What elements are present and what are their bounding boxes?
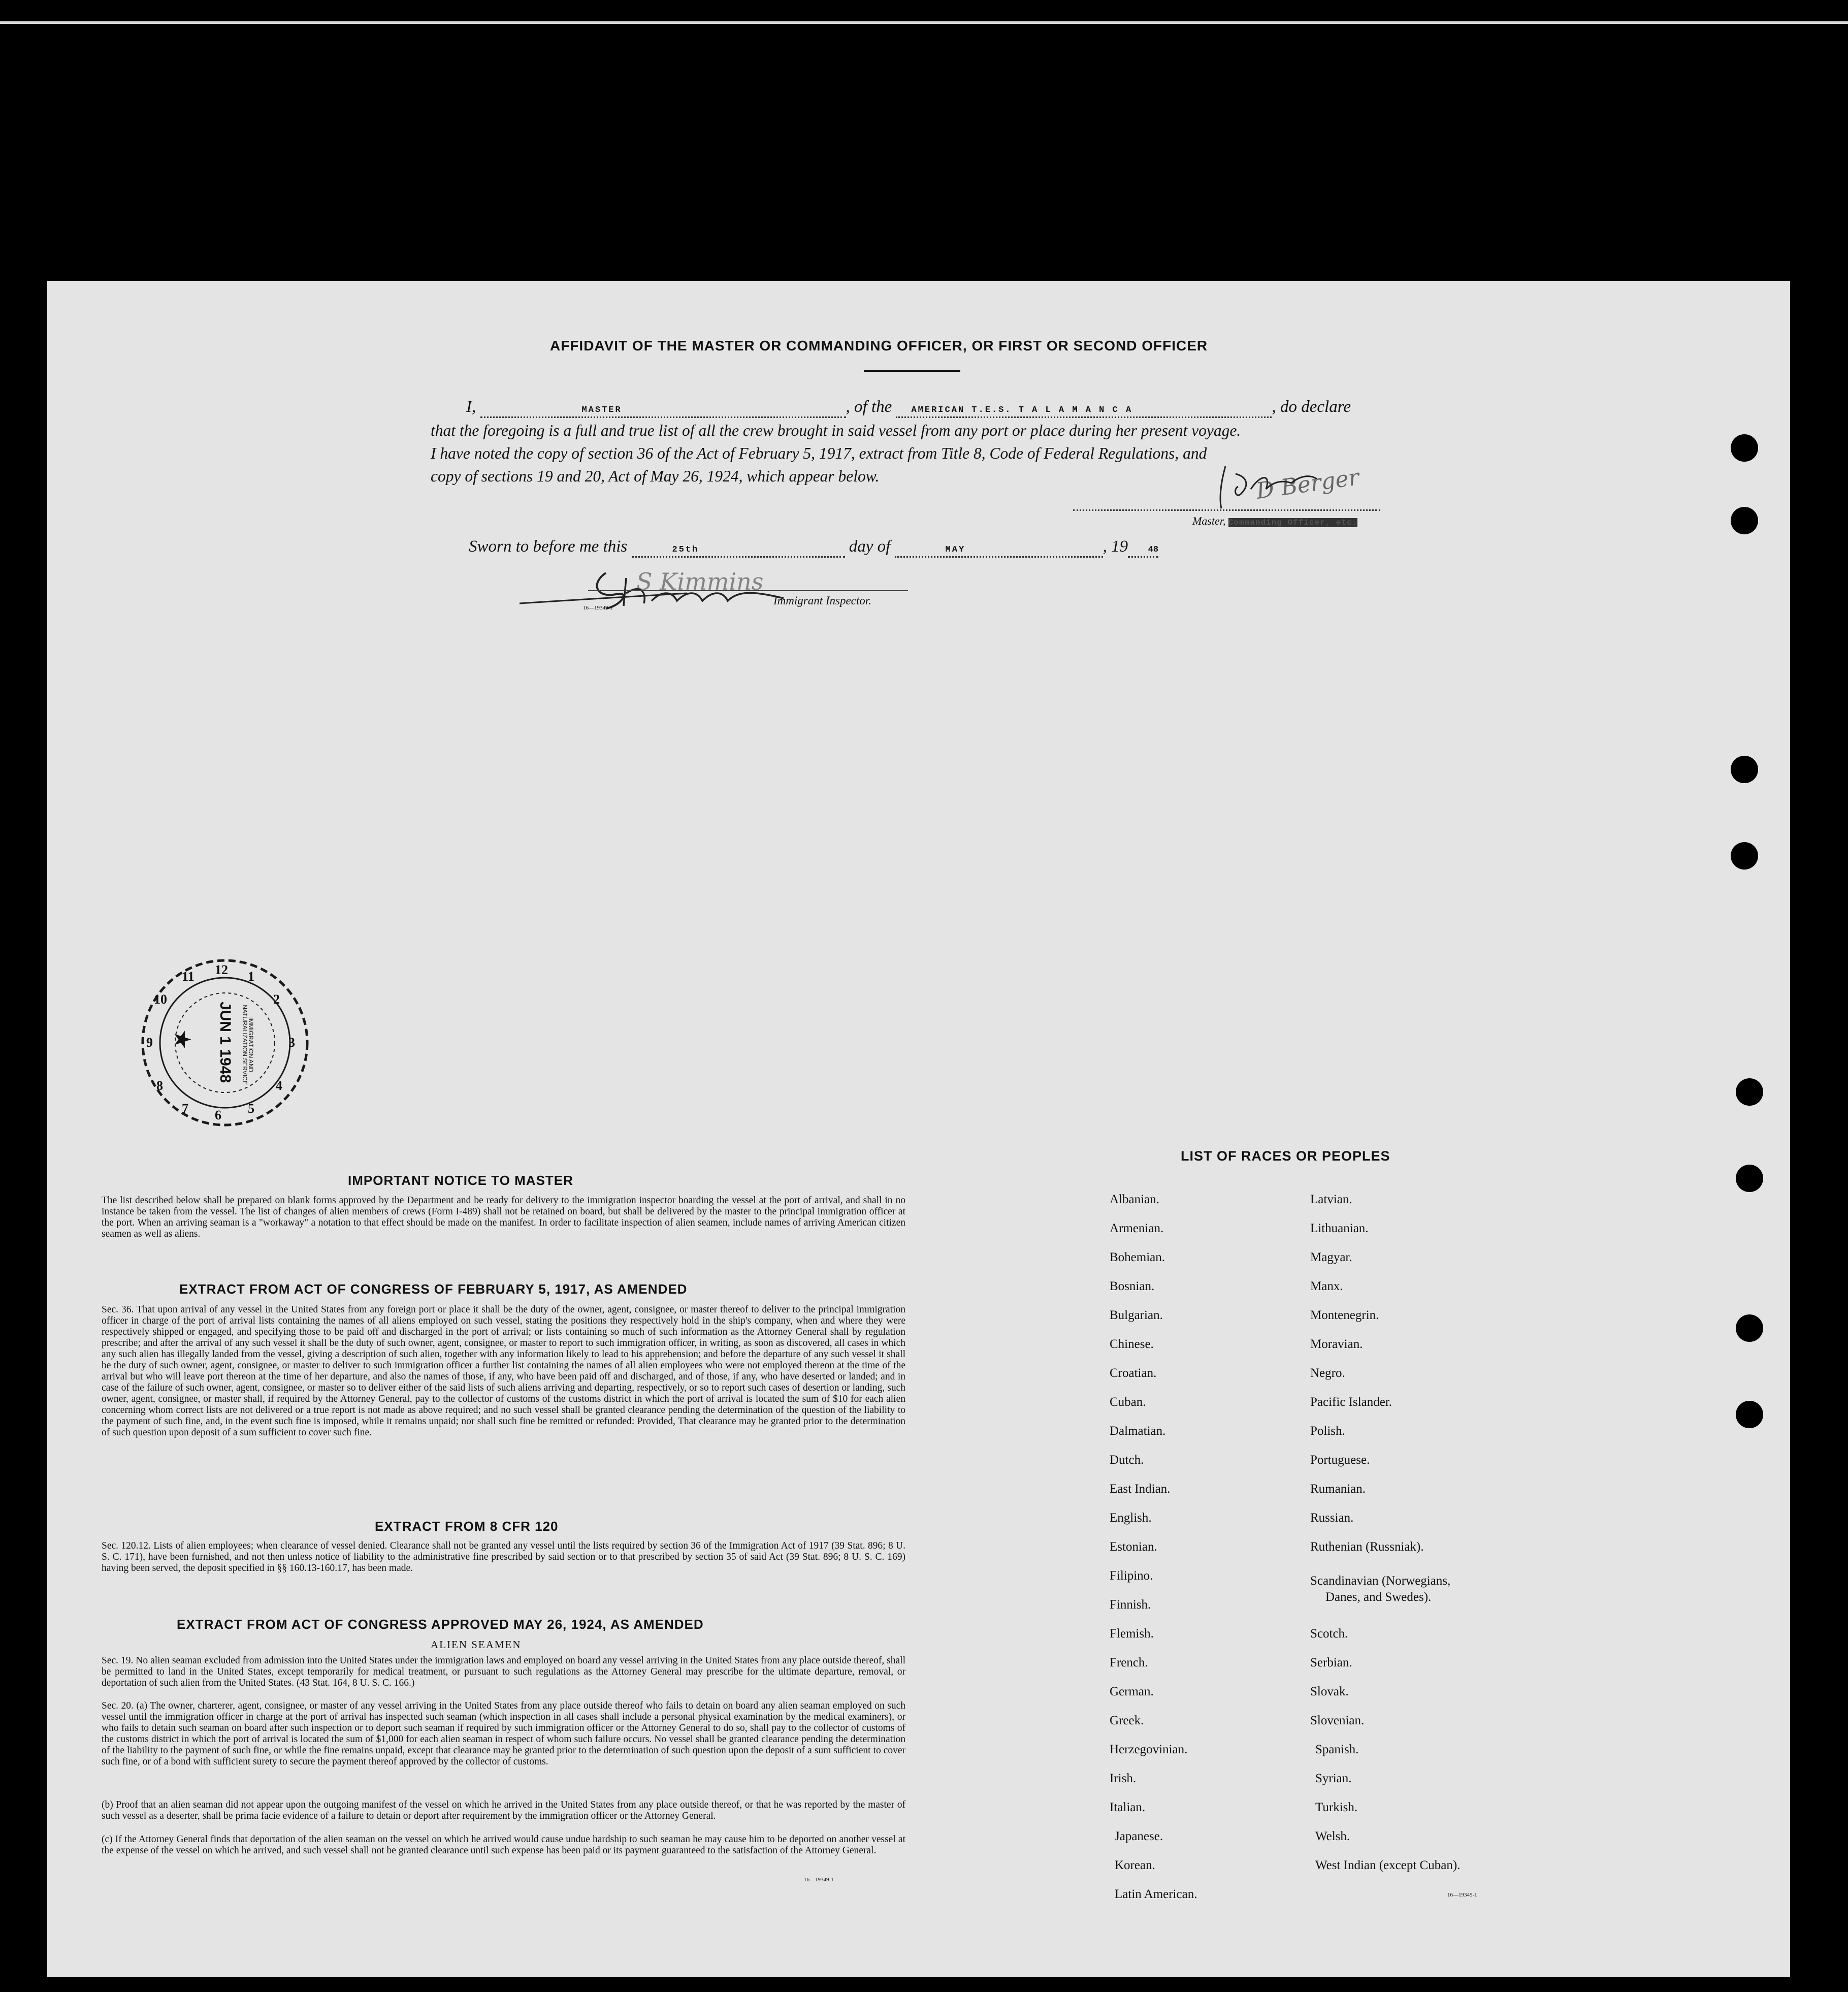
race-right-9: Portuguese. bbox=[1310, 1453, 1370, 1467]
race-left-22: Japanese. bbox=[1115, 1829, 1163, 1843]
extract-1924-subtitle: ALIEN SEAMEN bbox=[431, 1638, 522, 1651]
races-form-code: 16—19349-1 bbox=[1447, 1892, 1477, 1898]
race-left-2: Bohemian. bbox=[1110, 1250, 1165, 1264]
receipt-date-stamp bbox=[139, 956, 311, 1129]
stamp-number-3: 3 bbox=[288, 1035, 295, 1050]
punch-hole bbox=[1731, 842, 1758, 870]
stamp-number-5: 5 bbox=[248, 1101, 254, 1116]
race-left-15: Flemish. bbox=[1110, 1627, 1154, 1641]
title-rule bbox=[864, 370, 960, 372]
sworn-day-field bbox=[632, 537, 845, 558]
extract-1924-sec19: Sec. 19. No alien seaman excluded from admission into the United States under the immigration laws and employed on board any vessel arriving in the United States from any place outside thereof, shall be permitted to land in the United States, except temporarily for medical treatment, or pursuant to such regulations as the Attorney General may prescribe for the ultimate departure, removal, or deportation of such alien from the United States. (43 Stat. 164, 8 U. S. C. 166.) bbox=[102, 1655, 905, 1688]
year-field bbox=[1128, 537, 1158, 558]
master-signature bbox=[1190, 454, 1403, 515]
race-right-10: Rumanian. bbox=[1310, 1482, 1366, 1496]
sworn-month-field bbox=[895, 537, 1103, 558]
race-left-4: Bulgarian. bbox=[1110, 1308, 1163, 1322]
race-left-21: Italian. bbox=[1110, 1801, 1146, 1814]
race-right-16: Serbian. bbox=[1310, 1656, 1352, 1669]
punch-hole bbox=[1736, 1078, 1763, 1106]
declaration-line-1 bbox=[466, 398, 1446, 418]
race-left-5: Chinese. bbox=[1110, 1337, 1154, 1351]
race-left-24: Latin American. bbox=[1115, 1887, 1197, 1901]
master-title-value: MASTER bbox=[581, 405, 622, 415]
extract-cfr-text: Sec. 120.12. Lists of alien employees; when clearance of vessel denied. Clearance shall not be granted any vessel until the lists required by section 36 of the Immigration Act of 1917 (39 Stat. 896; 8 U. S. C. 171), have been furnished, and not then unless notice of liability to the administrative fine prescribed by said section or to that prescribed by section 35 of said Act (39 Stat. 896; 8 U. S. C. 169) having been served, the deposit specified in §§ 160.13-160.17, has been made. bbox=[102, 1540, 905, 1573]
extract-1917-title: EXTRACT FROM ACT OF CONGRESS OF FEBRUARY 5, 1917, AS AMENDED bbox=[179, 1281, 688, 1297]
races-title: LIST OF RACES OR PEOPLES bbox=[1181, 1148, 1390, 1164]
race-right-7: Pacific Islander. bbox=[1310, 1395, 1392, 1409]
race-right-21: Turkish. bbox=[1315, 1801, 1358, 1814]
year-value: 48 bbox=[1148, 545, 1159, 555]
race-left-11: English. bbox=[1110, 1511, 1152, 1525]
stamp-number-2: 2 bbox=[273, 992, 280, 1007]
punch-hole bbox=[1736, 1165, 1763, 1192]
race-left-14: Finnish. bbox=[1110, 1598, 1151, 1612]
notice-title: IMPORTANT NOTICE TO MASTER bbox=[348, 1173, 573, 1188]
race-right-18: Slovenian. bbox=[1310, 1714, 1365, 1727]
vessel-name-field bbox=[896, 398, 1272, 418]
extract-1924-title: EXTRACT FROM ACT OF CONGRESS APPROVED MAY 26, 1924, AS AMENDED bbox=[177, 1617, 704, 1632]
master-title-field bbox=[480, 398, 846, 418]
race-right-19: Spanish. bbox=[1315, 1743, 1359, 1756]
of-the-text: , of the bbox=[846, 398, 892, 416]
extract-1924-sec20b: (b) Proof that an alien seaman did not appear upon the outgoing manifest of the vessel on which he arrived in the United States from any place outside thereof, or that he was reported by the master of such vessel as a deserter, shall be prima facie evidence of a failure to detain or deport after requirement by the immigration officer or the Attorney General. bbox=[102, 1800, 905, 1821]
affidavit-title: AFFIDAVIT OF THE MASTER OR COMMANDING OFFICER, OR FIRST OR SECOND OFFICER bbox=[550, 338, 1208, 354]
extract-form-code: 16—19349-1 bbox=[804, 1877, 834, 1883]
race-left-9: Dutch. bbox=[1110, 1453, 1144, 1467]
inspector-form-code: 16—19349-1 bbox=[583, 605, 613, 611]
race-right-23: West Indian (except Cuban). bbox=[1315, 1858, 1461, 1872]
race-left-8: Dalmatian. bbox=[1110, 1424, 1166, 1438]
stamp-number-8: 8 bbox=[156, 1078, 163, 1093]
punch-hole bbox=[1731, 756, 1758, 783]
extract-1917-text: Sec. 36. That upon arrival of any vessel in the United States from any foreign port or place it shall be the duty of the owner, agent, consignee, or master thereof to deliver to the principal immigration officer in charge of the port of arrival lists containing the names of all aliens employed on such vessel, stating the positions they respectively hold in the ship's company, when and where they were respectively shipped or engaged, and specifying those to be paid off and discharged in the port of arrival; or lists containing so much of such information as the Attorney General shall by regulation prescribe; and after the arrival of any such vessel it shall be the duty of such owner, agent, consignee, or master to report to such immigration officer, in writing, as soon as discovered, all cases in which any such alien has illegally landed from the vessel, giving a description of such alien, together with any information likely to lead to his apprehension; and before the departure of any such vessel it shall be the duty of such owner, agent, consignee, or master to deliver to such immigration officer a further list containing the names of all alien employees who were not employed thereon at the time of the arrival but who will leave port thereon at the time of her departure, and also the names of those, if any, who have been paid off and discharged, and of those, if any, who have deserted or landed; and in case of the failure of such owner, agent, consignee, or master so to deliver either of the said lists of such aliens arriving and departing, respectively, or so to report such cases of desertion or landing, such owner, agent, consignee, or master shall, if required by the Attorney General, pay to the collector of customs of the customs district in which the port of arrival is located the sum of $10 for each alien concerning whom correct lists are not delivered or a true report is not made as above required; and no such vessel shall be granted clearance pending the determination of the question of the liability to the payment of such fine, and, in the event such fine is imposed, while it remains unpaid; nor shall such fine be remitted or refunded: Provided, That clearance may be granted prior to the determination of such question upon deposit of a sum sufficient to cover such fine. bbox=[102, 1304, 905, 1438]
scan-top-line bbox=[0, 21, 1848, 24]
stamp-number-10: 10 bbox=[154, 992, 167, 1007]
race-left-12: Estonian. bbox=[1110, 1540, 1157, 1554]
race-right-17: Slovak. bbox=[1310, 1685, 1349, 1698]
master-signature-text: D Berger bbox=[1254, 464, 1361, 504]
sworn-prefix: Sworn to before me this bbox=[469, 537, 628, 556]
punch-hole bbox=[1736, 1401, 1763, 1428]
race-left-6: Croatian. bbox=[1110, 1366, 1157, 1380]
declaration-line-2: that the foregoing is a full and true list of all the crew brought in said vessel from any port or place during her present voyage. bbox=[431, 422, 1241, 439]
race-right-11: Russian. bbox=[1310, 1511, 1354, 1525]
sworn-month-value: MAY bbox=[945, 545, 966, 555]
stamp-number-1: 1 bbox=[248, 969, 254, 984]
extract-1924-sec20c: (c) If the Attorney General finds that deportation of the alien seaman on the vessel on which he arrived would cause undue hardship to such seaman he may cause him to be deported on another vessel at the expense of the vessel on which he arrived, and such vessel shall not be granted clearance until such expense has been paid or its payment guaranteed to the satisfaction of the Attorney General. bbox=[102, 1834, 905, 1856]
extract-1924-sec20a: Sec. 20. (a) The owner, charterer, agent, consignee, or master of any vessel arriving in the United States from any place outside thereof who fails to detain on board any alien seaman employed on such vessel until the immigration officer in charge at the port of arrival has inspected such seaman (which inspection in all cases shall include a personal physical examination by the medical examiners), or who fails to detain such seaman on board after such inspection or to deport such seaman if required by such immigration officer or the Attorney General to do so, shall pay to the collector of customs of the customs district in which the port of arrival is located the sum of $1,000 for each alien seaman in respect of whom such failure occurs. No vessel shall be granted clearance pending the determination of the liability to the payment of such fine, or while the fine remains unpaid, except that clearance may be granted prior to the determination of such question upon the deposit of a sum sufficient to cover such fine, or of a bond with sufficient surety to secure the payment thereof approved by the collector of customs. bbox=[102, 1700, 905, 1767]
race-left-0: Albanian. bbox=[1110, 1193, 1159, 1206]
master-signature-line bbox=[1073, 509, 1380, 511]
inspector-signature-line bbox=[588, 590, 908, 591]
race-right-5: Moravian. bbox=[1310, 1337, 1363, 1351]
race-left-1: Armenian. bbox=[1110, 1222, 1164, 1235]
stamp-number-11: 11 bbox=[182, 969, 194, 984]
race-left-10: East Indian. bbox=[1110, 1482, 1171, 1496]
punch-hole bbox=[1731, 434, 1758, 462]
stamp-number-4: 4 bbox=[276, 1078, 282, 1093]
do-declare-text: , do declare bbox=[1272, 398, 1351, 416]
race-right-20: Syrian. bbox=[1315, 1772, 1352, 1785]
race-left-13: Filipino. bbox=[1110, 1569, 1153, 1583]
race-right-12: Ruthenian (Russniak). bbox=[1310, 1540, 1424, 1554]
notice-text: The list described below shall be prepared on blank forms approved by the Department and be ready for delivery to the immigration inspector boarding the vessel at the port of arrival, and shall in no instance be taken from the vessel. The list of changes of alien members of crews (Form I-489) shall not be retained on board, but shall be delivered by the master to the principal immigration officer at the port. When an arriving seaman is a "workaway" a notation to that effect should be made on the manifest. In order to facilitate inspection of alien seamen, include names of arriving American citizen seamen as well as aliens. bbox=[102, 1195, 905, 1239]
master-label bbox=[1192, 515, 1357, 528]
race-right-4: Montenegrin. bbox=[1310, 1308, 1379, 1322]
stamp-number-6: 6 bbox=[215, 1108, 221, 1122]
stamp-number-12: 12 bbox=[215, 962, 228, 977]
stamp-number-9: 9 bbox=[146, 1035, 153, 1050]
extract-cfr-title: EXTRACT FROM 8 CFR 120 bbox=[375, 1519, 559, 1534]
race-right-3: Manx. bbox=[1310, 1279, 1343, 1293]
race-right-15: Scotch. bbox=[1310, 1627, 1348, 1641]
master-label-struck: Commanding Officer, etc. bbox=[1228, 518, 1358, 527]
stamp-agency-text: IMMIGRATION AND NATURALIZATION SERVICE bbox=[241, 1005, 254, 1085]
race-left-16: French. bbox=[1110, 1656, 1148, 1669]
punch-hole bbox=[1731, 507, 1758, 534]
declaration-line-4: copy of sections 19 and 20, Act of May 26, 1924, which appear below. bbox=[431, 467, 880, 485]
vessel-name-value: AMERICAN T.E.S. T A L A M A N C A bbox=[911, 405, 1133, 415]
inspector-label: Immigrant Inspector. bbox=[773, 594, 871, 607]
race-right-0: Latvian. bbox=[1310, 1193, 1352, 1206]
stamp-star-icon: ★ bbox=[171, 1030, 194, 1049]
sworn-line bbox=[469, 537, 1158, 558]
race-right-2: Magyar. bbox=[1310, 1250, 1352, 1264]
race-left-3: Bosnian. bbox=[1110, 1279, 1155, 1293]
stamp-date-text: JUN 1 1948 bbox=[217, 1001, 234, 1083]
race-right-22: Welsh. bbox=[1315, 1829, 1350, 1843]
race-right-8: Polish. bbox=[1310, 1424, 1345, 1438]
inspector-signature-text: S Kimmins bbox=[636, 568, 764, 595]
sworn-day-value: 25th bbox=[672, 545, 699, 555]
punch-hole bbox=[1736, 1314, 1763, 1342]
race-left-19: Herzegovinian. bbox=[1110, 1743, 1188, 1756]
race-right-6: Negro. bbox=[1310, 1366, 1345, 1380]
day-of-text: day of bbox=[849, 537, 891, 556]
declaration-line-3: I have noted the copy of section 36 of the Act of February 5, 1917, extract from Title 8, Code of Federal Regulations, and bbox=[431, 444, 1207, 462]
race-right-1: Lithuanian. bbox=[1310, 1222, 1369, 1235]
race-right-13: Scandinavian (Norwegians, bbox=[1310, 1574, 1451, 1588]
race-left-7: Cuban. bbox=[1110, 1395, 1146, 1409]
affidavit-form-sheet bbox=[47, 281, 1790, 1977]
race-left-23: Korean. bbox=[1115, 1858, 1155, 1872]
race-left-17: German. bbox=[1110, 1685, 1154, 1698]
race-right-14: Danes, and Swedes). bbox=[1325, 1590, 1432, 1604]
master-label-text: Master, bbox=[1192, 515, 1226, 527]
year-prefix: , 19 bbox=[1103, 537, 1128, 556]
race-left-20: Irish. bbox=[1110, 1772, 1137, 1785]
i-prefix: I, bbox=[466, 398, 476, 416]
stamp-number-7: 7 bbox=[182, 1101, 188, 1116]
race-left-18: Greek. bbox=[1110, 1714, 1144, 1727]
